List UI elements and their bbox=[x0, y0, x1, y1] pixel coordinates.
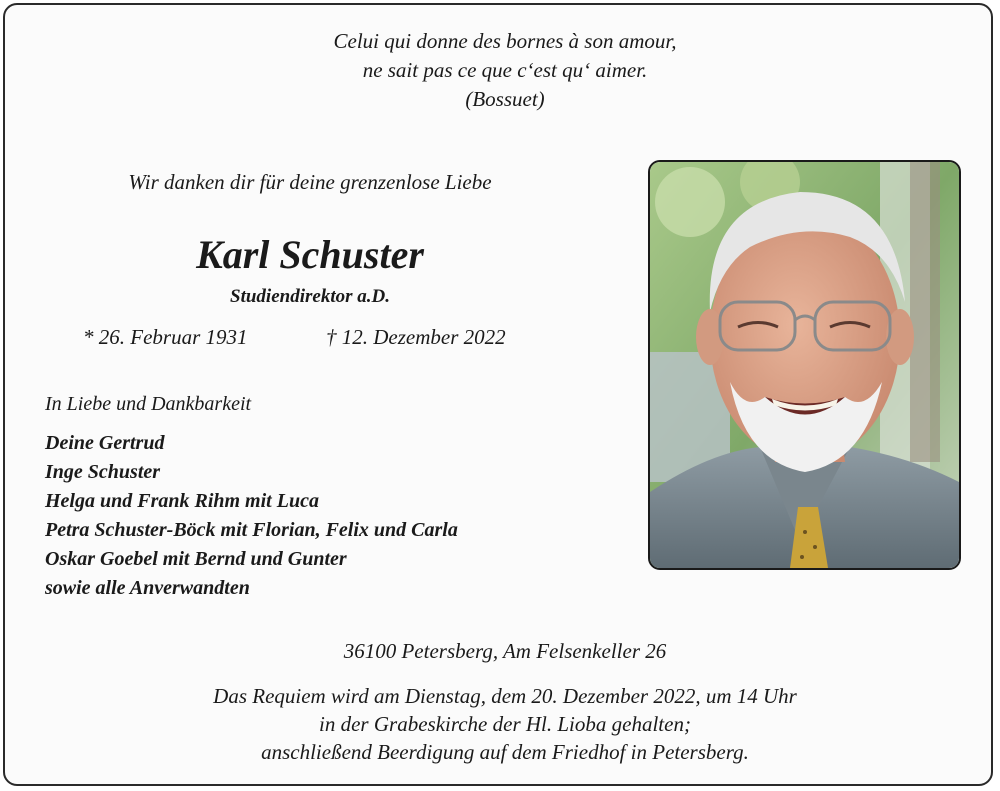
quote-line: Celui qui donne des bornes à son amour, bbox=[333, 29, 677, 53]
requiem-line: Das Requiem wird am Dienstag, dem 20. Dezember 2022, um 14 Uhr bbox=[213, 684, 797, 708]
mourner-name: sowie alle Anverwandten bbox=[45, 577, 250, 599]
address: 36100 Petersberg, Am Felsenkeller 26 bbox=[343, 639, 667, 663]
mourner-name: Deine Gertrud bbox=[45, 432, 165, 454]
thanks-line: Wir danken dir für deine grenzenlose Liebe bbox=[128, 170, 492, 194]
requiem-line: in der Grabeskirche der Hl. Lioba gehalten; bbox=[319, 712, 691, 736]
quote bbox=[205, 27, 805, 114]
quote-line: ne sait pas ce que c‘est qu‘ aimer. bbox=[362, 58, 648, 82]
mourner-name: Petra Schuster-Böck mit Florian, Felix und Carla bbox=[45, 519, 458, 541]
deceased-name: Karl Schuster bbox=[196, 232, 424, 277]
mourning-intro: In Liebe und Dankbarkeit bbox=[45, 393, 252, 415]
quote-author: (Bossuet) bbox=[465, 87, 545, 111]
birth-date: * 26. Februar 1931 bbox=[83, 325, 248, 349]
mourners-list bbox=[45, 429, 458, 603]
mourner-name: Inge Schuster bbox=[45, 461, 161, 483]
life-dates bbox=[83, 325, 506, 350]
deceased-title: Studiendirektor a.D. bbox=[230, 286, 390, 307]
requiem-notice bbox=[105, 682, 905, 766]
requiem-line: anschließend Beerdigung auf dem Friedhof in Petersberg. bbox=[261, 740, 749, 764]
obituary-card bbox=[3, 3, 993, 786]
portrait-illustration bbox=[650, 162, 959, 568]
death-date: † 12. Dezember 2022 bbox=[326, 325, 506, 349]
portrait-photo bbox=[648, 160, 961, 570]
mourner-name: Helga und Frank Rihm mit Luca bbox=[45, 490, 319, 512]
mourner-name: Oskar Goebel mit Bernd und Gunter bbox=[45, 548, 347, 570]
